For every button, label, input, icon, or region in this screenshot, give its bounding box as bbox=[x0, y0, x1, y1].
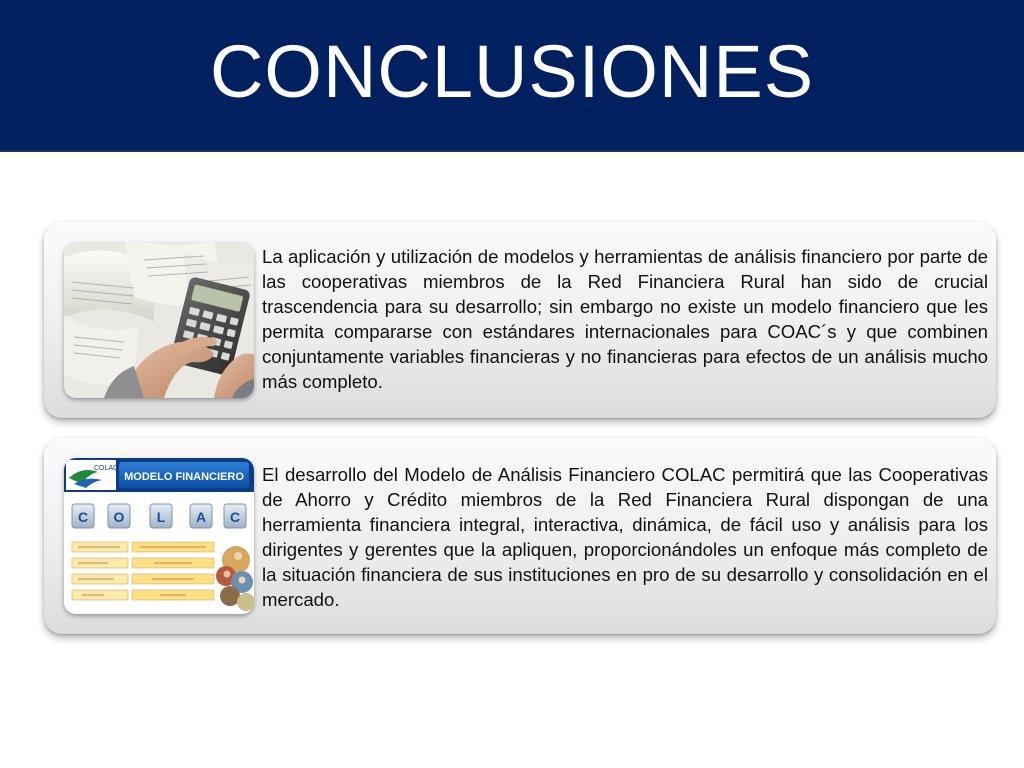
colac-letter-o: O bbox=[113, 509, 125, 525]
conclusion-text-1: La aplicación y utilización de modelos y herramientas de análisis financiero por parte de las cooperativas miembros de la Red Financiera Rural han sido de crucial trascendencia para su desarrollo; sin embargo no existe un modelo financiero que les permita compararse con estándares internacionales para COAC´s y que combinen conjuntamente variables financieras y no financieras para efectos de un análisis mucho más completo. bbox=[262, 246, 988, 392]
slide-title: CONCLUSIONES bbox=[209, 30, 815, 113]
conclusion-text-2: El desarrollo del Modelo de Análisis Financiero COLAC permitirá que las Cooperativas de Ahorro y Crédito miembros de la Red Financiera Rural dispongan de una herramienta financiera integral, interactiva, dinámica, de fácil uso y análisis para los dirigentes y gerentes que la apliquen, proporcionándoles un enfoque más completo de la situación financiera de sus instituciones en pro de su desarrollo y consolidación en el mercado. bbox=[262, 464, 988, 610]
calculator-photo-image bbox=[64, 242, 254, 398]
colac-letter-a: A bbox=[195, 509, 207, 525]
conclusion-card-2 bbox=[44, 438, 996, 634]
conclusion-card-1 bbox=[44, 222, 996, 418]
colac-letter-c1: C bbox=[77, 509, 89, 525]
colac-letter-c2: C bbox=[229, 509, 241, 525]
title-bar bbox=[0, 0, 1024, 152]
modelo-financiero-image bbox=[64, 458, 254, 614]
colac-logo-text: COLAC bbox=[94, 465, 119, 472]
modelo-financiero-banner: MODELO FINANCIERO bbox=[124, 471, 244, 483]
colac-letter-l: L bbox=[156, 509, 166, 525]
